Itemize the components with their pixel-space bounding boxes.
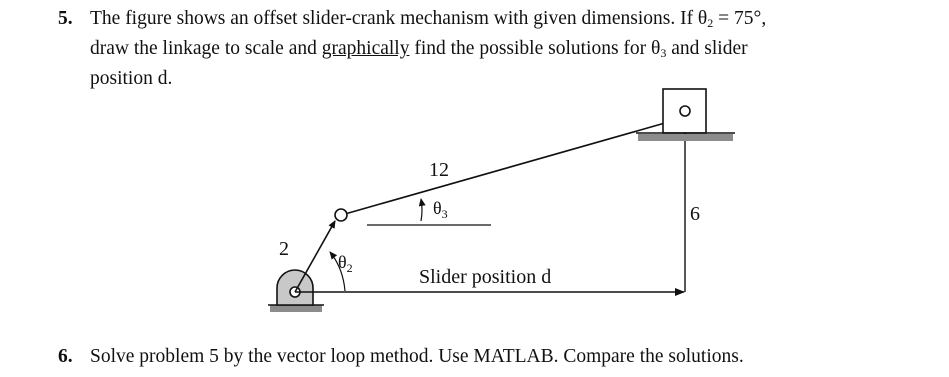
slider-pin — [680, 106, 690, 116]
problem-5-line-3: position d. — [90, 68, 173, 89]
problem-6-number: 6. — [58, 346, 73, 367]
crank-length-label: 2 — [279, 238, 289, 260]
coupler-link — [345, 121, 672, 214]
problem-5-line-2: draw the linkage to scale and graphically find the possible solutions for $\theta_3$ and slider — [90, 38, 748, 60]
ground-hatch-right — [638, 134, 733, 141]
slider-block — [663, 89, 706, 133]
theta2-label: $\theta_2$ — [338, 252, 353, 275]
slider-ground — [636, 133, 735, 141]
ground-hatch-left — [270, 305, 322, 312]
problem-5-line-1: The figure shows an offset slider-crank mechanism with given dimensions. If $\theta_2 = 75^\circ$, — [90, 8, 767, 30]
problem-6-text: Solve problem 5 by the vector loop method. Use MATLAB. Compare the solutions. — [90, 346, 744, 367]
crank-coupler-joint — [335, 209, 347, 221]
slider-position-label: Slider position d — [419, 266, 552, 288]
theta3-arc — [421, 199, 422, 221]
problem-6 — [58, 344, 918, 369]
coupler-length-label: 12 — [429, 159, 449, 181]
problem-5-number: 5. — [58, 8, 73, 29]
offset-label: 6 — [690, 203, 700, 225]
crank-link — [295, 221, 335, 292]
theta3-label: $\theta_3$ — [433, 198, 448, 221]
graphically-underlined: graphically — [321, 38, 410, 59]
